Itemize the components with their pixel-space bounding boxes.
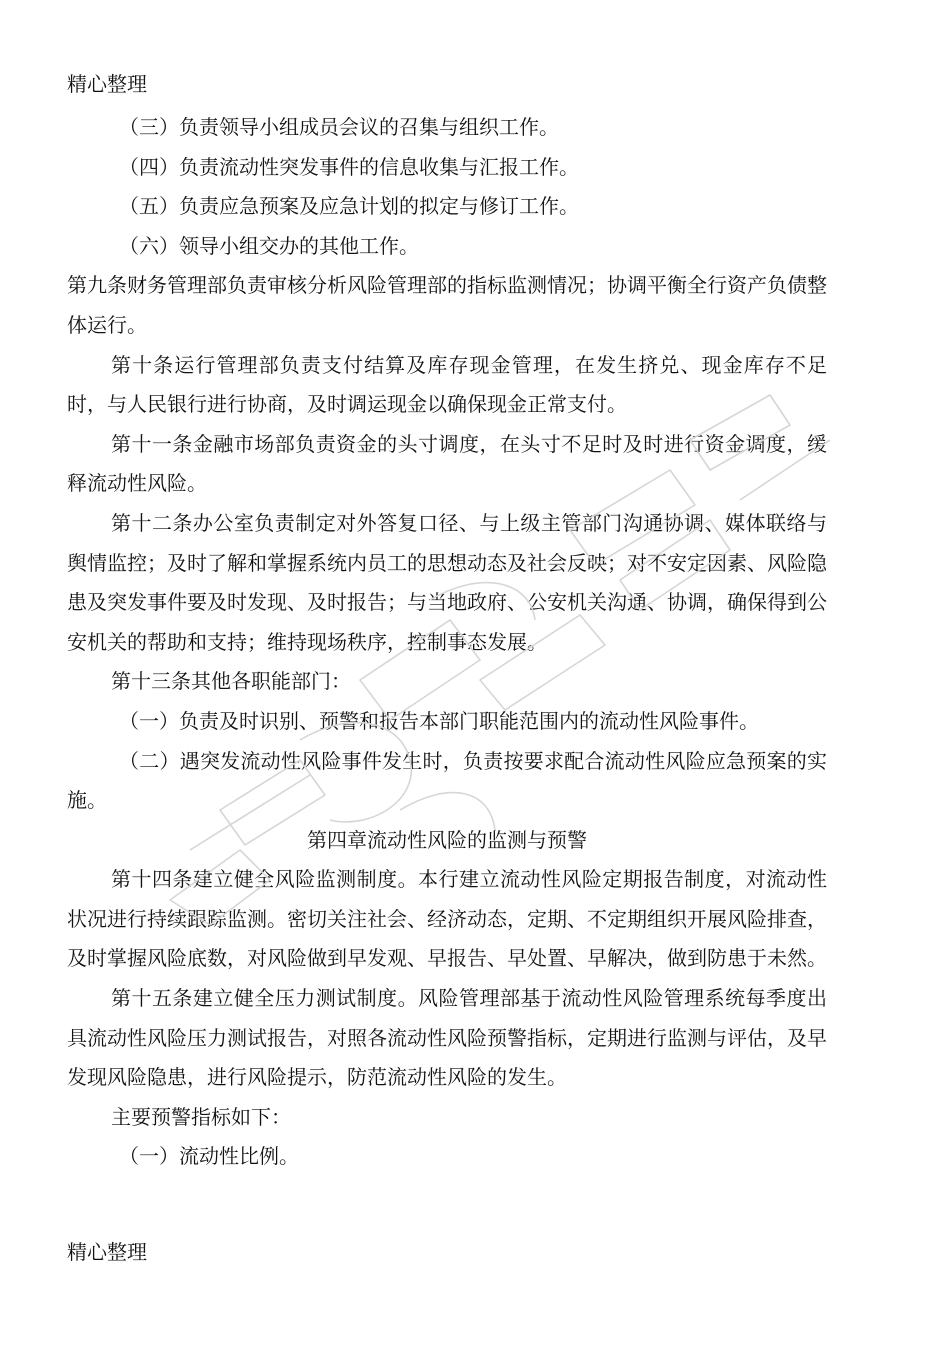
paragraph: 第十条运行管理部负责支付结算及库存现金管理，在发生挤兑、现金库存不足时，与人民银行进行协商，及时调运现金以确保现金正常支付。 — [67, 352, 827, 417]
paragraph: （一）负责及时识别、预警和报告本部门职能范围内的流动性风险事件。 — [119, 708, 759, 733]
paragraph: 第十二条办公室负责制定对外答复口径、与上级主管部门沟通协调、媒体联络与舆情监控；及时了解和掌握系统内员工的思想动态及社会反映；对不安定因素、风险隐患及突发事件要及时发现、及时报告；与当地政府、公安机关沟通、协调，确保得到公安机关的帮助和支持；维持现场秩序，控制事态发展。 — [67, 510, 827, 654]
document-body — [67, 108, 827, 1177]
paragraph: （一）流动性比例。 — [119, 1144, 299, 1169]
chapter-heading: 第四章流动性风险的监测与预警 — [307, 827, 587, 852]
paragraph: （四）负责流动性突发事件的信息收集与汇报工作。 — [119, 154, 579, 179]
paragraph: 第九条财务管理部负责审核分析风险管理部的指标监测情况；协调平衡全行资产负债整体运行。 — [67, 273, 827, 337]
paragraph: 第十三条其他各职能部门： — [111, 669, 351, 694]
paragraph: 第十一条金融市场部负责资金的头寸调度，在头寸不足时及时进行资金调度，缓释流动性风险。 — [67, 431, 827, 496]
paragraph: （六）领导小组交办的其他工作。 — [119, 233, 419, 258]
paragraph: 第十五条建立健全压力测试制度。风险管理部基于流动性风险管理系统每季度出具流动性风险压力测试报告，对照各流动性风险预警指标，定期进行监测与评估，及早发现风险隐患，进行风险提示，防范流动性风险的发生。 — [67, 986, 827, 1090]
page-header: 精心整理 — [67, 72, 147, 96]
paragraph: 第十四条建立健全风险监测制度。本行建立流动性风险定期报告制度，对流动性状况进行持续跟踪监测。密切关注社会、经济动态，定期、不定期组织开展风险排查，及时掌握风险底数，对风险做到早发观、早报告、早处置、早解决，做到防患于未然。 — [67, 867, 827, 971]
paragraph: （二）遇突发流动性风险事件发生时，负责按要求配合流动性风险应急预案的实施。 — [67, 748, 827, 813]
paragraph: 主要预警指标如下： — [111, 1104, 291, 1129]
paragraph: （三）负责领导小组成员会议的召集与组织工作。 — [119, 115, 559, 139]
paragraph: （五）负责应急预案及应急计划的拟定与修订工作。 — [119, 194, 579, 219]
page-footer: 精心整理 — [67, 1240, 147, 1264]
